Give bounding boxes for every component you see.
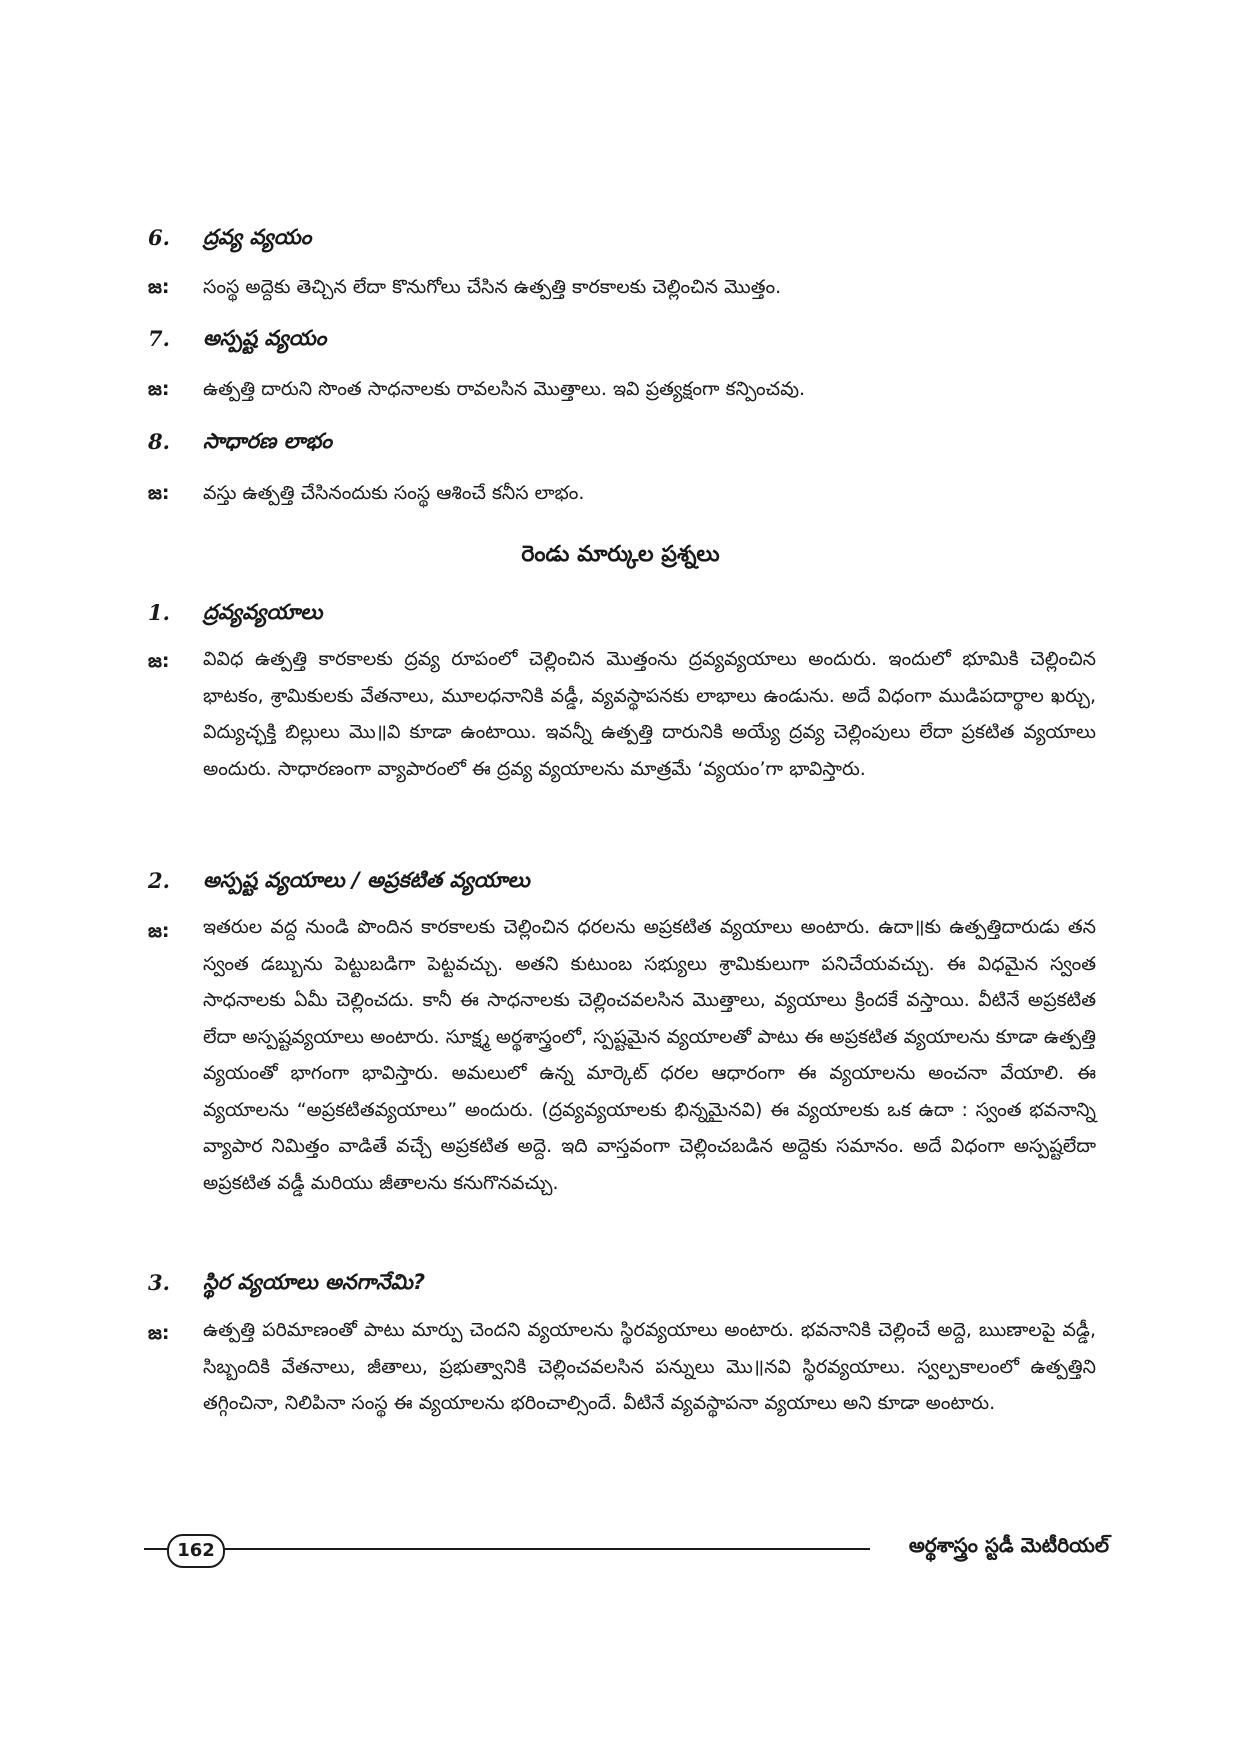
section-heading: రెండు మార్కుల ప్రశ్నలు — [521, 542, 720, 567]
answer-text: సంస్థ అద్దెకు తెచ్చిన లేదా కొనుగోలు చేసిన ఉత్పత్తి కారకాలకు చెల్లించిన మొత్తం. — [203, 276, 782, 298]
answer-marker: జ: — [148, 650, 170, 672]
answer-text: వస్తు ఉత్పత్తి చేసినందుకు సంస్థ ఆశించే కనీస లాభం. — [203, 482, 585, 504]
question-number: 1. — [148, 600, 170, 625]
item-number: 6. — [148, 225, 170, 250]
item-title: ద్రవ్య వ్యయం — [203, 225, 312, 249]
question-number: 2. — [148, 868, 170, 893]
question-title: అస్పష్ట వ్యయాలు / అప్రకటిత వ్యయాలు — [203, 868, 530, 892]
answer-paragraph: ఉత్పత్తి పరిమాణంతో పాటు మార్పు చెందని వ్యయాలను స్థిరవ్యయాలు అంటారు. భవనానికి చెల్లించే అద్దె, ఋణాలపై వడ్డీ, సిబ్బందికి వేతనాలు, జీతాలు, ప్రభుత్వానికి చెల్లించవలసిన పన్నులు మొ॥నవి స్థిరవ్యయాలు. స్వల్పకాలంలో ఉత్పత్తిని తగ్గించినా, నిలిపినా సంస్థ ఈ వ్యయాలను భరించాల్సిందే. వీటినే వ్యవస్థాపనా వ్యయాలు అని కూడా అంటారు. — [203, 1319, 1096, 1414]
answer-marker: జ: — [148, 276, 170, 298]
footer-rule-left — [144, 1548, 168, 1550]
answer-marker: జ: — [148, 482, 170, 504]
question-title: స్థిర వ్యయాలు అనగానేమి? — [203, 1270, 426, 1294]
item-number: 7. — [148, 326, 170, 351]
item-title: సాధారణ లాభం — [203, 429, 332, 453]
answer-marker: జ: — [148, 920, 170, 942]
answer-text: ఉత్పత్తి దారుని సొంత సాధనాలకు రావలసిన మొత్తాలు. ఇవి ప్రత్యక్షంగా కన్పించవు. — [203, 378, 806, 400]
item-number: 8. — [148, 429, 170, 454]
answer-paragraph: వివిధ ఉత్పత్తి కారకాలకు ద్రవ్య రూపంలో చెల్లించిన మొత్తంను ద్రవ్యవ్యయాలు అందురు. ఇందులో భూమికి చెల్లించిన భాటకం, శ్రామికులకు వేతనాలు, మూలధనానికి వడ్డీ, వ్యవస్థాపనకు లాభాలు ఉండును. అదే విధంగా ముడిపదార్థాల ఖర్చు, విద్యుచ్ఛక్తి బిల్లులు మొ॥వి కూడా ఉంటాయి. ఇవన్నీ ఉత్పత్తి దారునికి అయ్యే ద్రవ్య చెల్లింపులు లేదా ప్రకటిత వ్యయాలు అందురు. సాధారణంగా వ్యాపారంలో ఈ ద్రవ్య వ్యయాలను మాత్రమే ‘వ్యయం’గా భావిస్తారు. — [203, 648, 1096, 780]
answer-marker: జ: — [148, 1322, 170, 1344]
footer-rule — [222, 1548, 870, 1550]
page-number-badge: 162 — [167, 1534, 225, 1568]
book-title: అర్థశాస్త్రం స్టడీ మెటీరియల్ — [908, 1533, 1109, 1557]
question-number: 3. — [148, 1270, 170, 1295]
question-title: ద్రవ్యవ్యయాలు — [203, 600, 323, 624]
answer-marker: జ: — [148, 378, 170, 400]
item-title: అస్పష్ట వ్యయం — [203, 326, 327, 350]
answer-paragraph: ఇతరుల వద్ద నుండి పొందిన కారకాలకు చెల్లించిన ధరలను అప్రకటిత వ్యయాలు అంటారు. ఉదా॥కు ఉత్పత్తిదారుడు తన స్వంత డబ్బును పెట్టుబడిగా పెట్టవచ్చు. అతని కుటుంబ సభ్యులు శ్రామికులుగా పనిచేయవచ్చు. ఈ విధమైన స్వంత సాధనాలకు ఏమీ చెల్లించదు. కానీ ఈ సాధనాలకు చెల్లించవలసిన మొత్తాలు, వ్యయాలు క్రిందకే వస్తాయి. వీటినే అప్రకటిత లేదా అస్పష్టవ్యయాలు అంటారు. సూక్ష్మ అర్థశాస్త్రంలో, స్పష్టమైన వ్యయాలతో పాటు ఈ అప్రకటిత వ్యయాలను కూడా ఉత్పత్తి వ్యయంతో భాగంగా భావిస్తారు. అమలులో ఉన్న మార్కెట్ ధరల ఆధారంగా ఈ వ్యయాలను అంచనా వేయాలి. ఈ వ్యయాలను “అప్రకటితవ్యయాలు” అందురు. (ద్రవ్యవ్యయాలకు భిన్నమైనవి) ఈ వ్యయాలకు ఒక ఉదా : స్వంత భవనాన్ని వ్యాపార నిమిత్తం వాడితే వచ్చే అప్రకటిత అద్దె. ఇది వాస్తవంగా చెల్లించబడిన అద్దెకు సమానం. అదే విధంగా అస్పష్టలేదా అప్రకటిత వడ్డీ మరియు జీతాలను కనుగొనవచ్చు. — [203, 916, 1096, 1194]
